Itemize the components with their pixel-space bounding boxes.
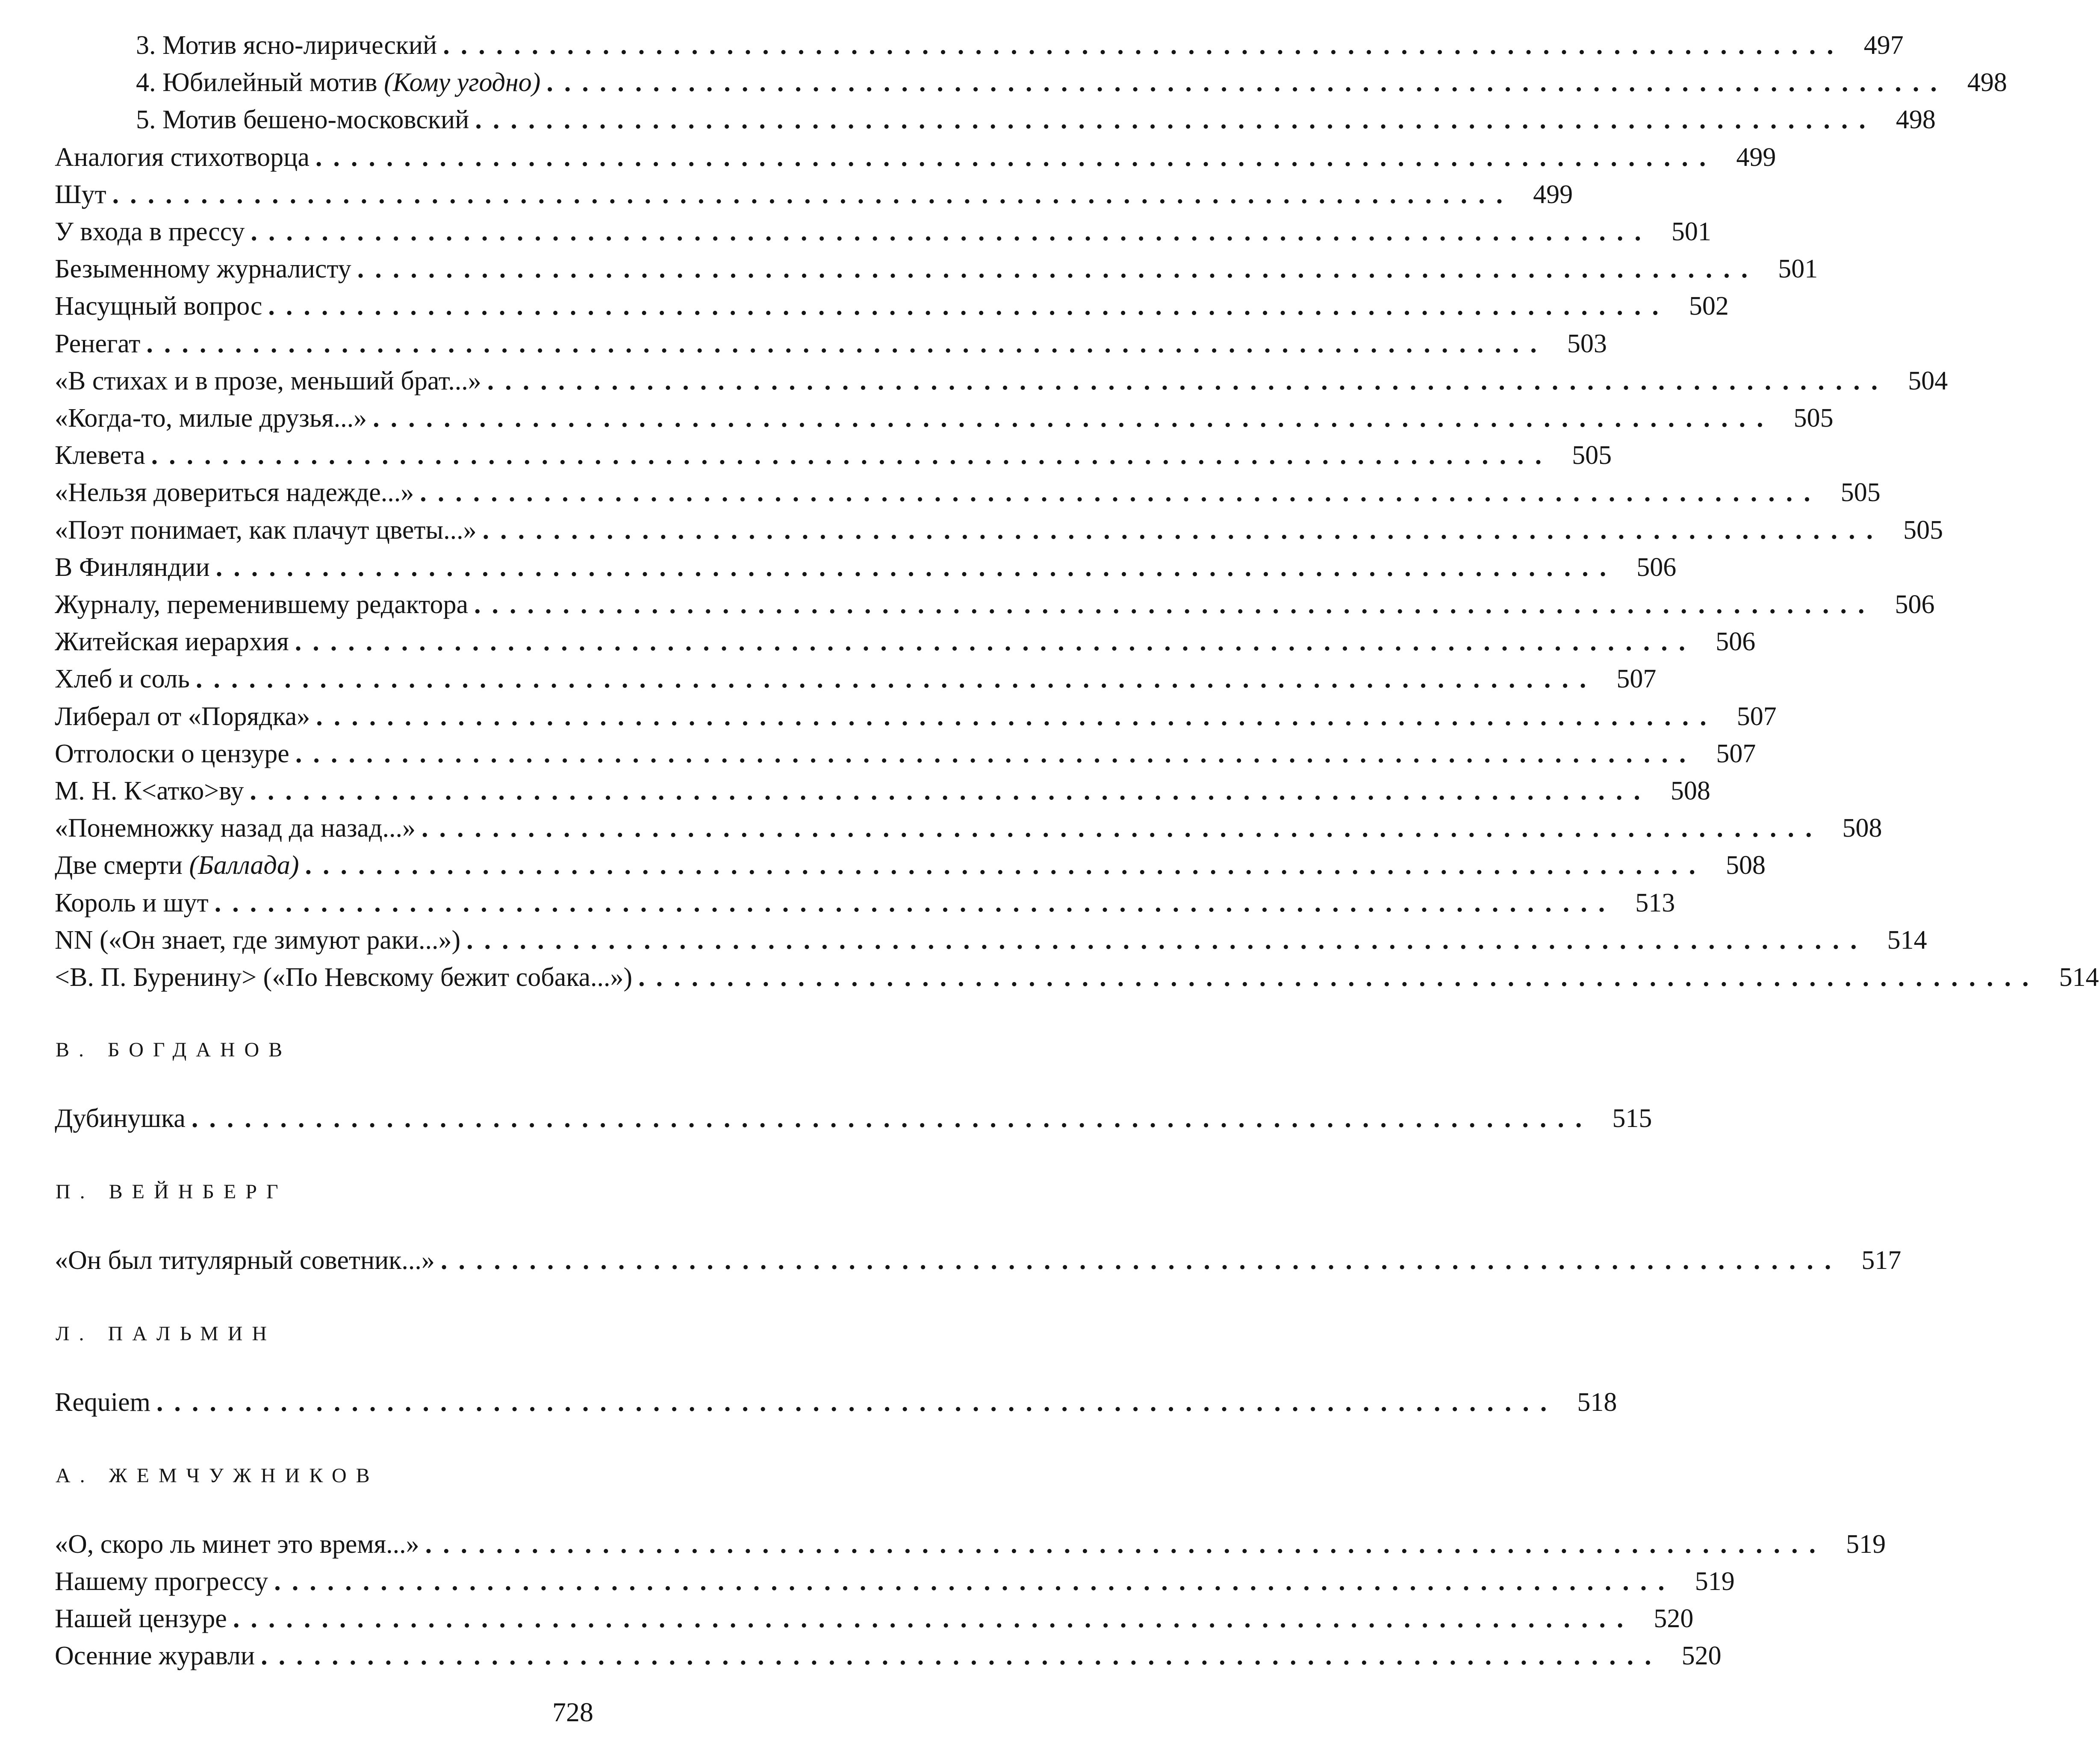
toc-entry bbox=[55, 1600, 1694, 1637]
toc-entry-title bbox=[55, 213, 245, 251]
toc-entry-page: 519 bbox=[1846, 1530, 1886, 1559]
toc-entry-page: 503 bbox=[1567, 329, 1607, 358]
toc-entry bbox=[55, 735, 1756, 773]
toc-entry bbox=[55, 959, 2099, 996]
toc-entry-title bbox=[55, 437, 145, 474]
toc-entry-title bbox=[55, 772, 244, 810]
toc-entry-title bbox=[55, 884, 209, 922]
toc-entry bbox=[55, 549, 1677, 586]
dot-leader: ............................................................................... bbox=[425, 1530, 1827, 1559]
toc-entry bbox=[55, 809, 1882, 847]
toc-entry-page: 507 bbox=[1736, 702, 1777, 731]
toc-entry-title bbox=[136, 27, 437, 64]
dot-leader: ............................................................................... bbox=[420, 478, 1822, 507]
toc-entry-title bbox=[55, 847, 299, 884]
toc-entry-page: 497 bbox=[1863, 31, 1904, 60]
dot-leader: ............................................................................... bbox=[250, 776, 1651, 805]
toc-entry-page: 507 bbox=[1616, 664, 1657, 693]
toc-entry bbox=[55, 1242, 1901, 1279]
toc-entry-page: 515 bbox=[1612, 1104, 1652, 1133]
toc-entry-title bbox=[55, 809, 416, 847]
dot-leader: ............................................................................... bbox=[466, 926, 1868, 955]
dot-leader: ............................................................................... bbox=[316, 702, 1718, 731]
dot-leader: ............................................................................... bbox=[474, 590, 1876, 619]
toc-entry-page: 506 bbox=[1716, 627, 1756, 656]
toc-entry-title-text: «Понемножку назад да назад...» bbox=[55, 814, 416, 843]
dot-leader: ............................................................................... bbox=[191, 1104, 1593, 1133]
toc-entry bbox=[136, 27, 1904, 64]
toc-entry-title-text: М. Н. К<атко>ву bbox=[55, 776, 244, 805]
toc-entry-page: 519 bbox=[1695, 1567, 1735, 1596]
toc-entry-title bbox=[55, 474, 414, 511]
toc-entry-title-text: В Финляндии bbox=[55, 553, 210, 582]
toc-entry-title-text: Клевета bbox=[55, 441, 145, 470]
toc-entry-title bbox=[55, 176, 106, 213]
toc-entry-title bbox=[55, 250, 351, 288]
toc-entry-page: 518 bbox=[1577, 1388, 1617, 1417]
dot-leader: ............................................................................... bbox=[146, 329, 1548, 358]
toc-entry-title-text: «Когда-то, милые друзья...» bbox=[55, 404, 367, 433]
toc-entry-title bbox=[55, 959, 632, 996]
toc-entry-title-text: «Нельзя довериться надежде...» bbox=[55, 478, 414, 507]
author-heading: Л. ПАЛЬМИН bbox=[56, 1322, 277, 1345]
toc-entry-title-italic: (Баллада) bbox=[189, 851, 299, 880]
toc-entry-page: 508 bbox=[1726, 851, 1766, 880]
toc-entry-page: 517 bbox=[1861, 1246, 1901, 1275]
toc-entry-title bbox=[55, 511, 477, 549]
toc-entry bbox=[55, 1383, 1617, 1421]
toc-entry bbox=[55, 1637, 1722, 1675]
toc-entry-page: 499 bbox=[1533, 180, 1573, 209]
toc-entry-page: 505 bbox=[1903, 516, 1943, 545]
toc-entry bbox=[55, 698, 1777, 735]
dot-leader: ............................................................................... bbox=[261, 1641, 1663, 1670]
dot-leader: ............................................................................... bbox=[443, 31, 1845, 60]
dot-leader: ............................................................................... bbox=[373, 404, 1775, 433]
dot-leader: ............................................................................... bbox=[156, 1388, 1558, 1417]
toc-entry-title bbox=[55, 1637, 255, 1675]
toc-entry-title bbox=[55, 325, 140, 363]
toc-entry bbox=[55, 250, 1818, 288]
dot-leader: ............................................................................... bbox=[422, 814, 1823, 843]
toc-entry bbox=[55, 474, 1881, 511]
toc-entry-page: 507 bbox=[1716, 739, 1756, 768]
toc-entry-title-text: «В стихах и в прозе, меньший брат...» bbox=[55, 366, 481, 395]
toc-entry-title-text: Нашему прогрессу bbox=[55, 1567, 268, 1596]
toc-entry-page: 505 bbox=[1840, 478, 1881, 507]
toc-entry-title-text: Король и шут bbox=[55, 888, 209, 917]
toc-entry-page: 513 bbox=[1635, 888, 1675, 917]
toc-entry-title bbox=[55, 623, 289, 661]
dot-leader: ............................................................................... bbox=[251, 217, 1652, 246]
page-number: 728 bbox=[552, 1697, 593, 1727]
toc-entry-title-text: Журналу, переменившему редактора bbox=[55, 590, 468, 619]
dot-leader: ............................................................................... bbox=[305, 851, 1707, 880]
dot-leader: ............................................................................... bbox=[357, 254, 1759, 283]
toc-entry-page: 498 bbox=[1967, 68, 2007, 97]
toc-entry-title-text: Отголоски о цензуре bbox=[55, 739, 289, 768]
toc-entry-title bbox=[136, 64, 540, 101]
toc-entry-title-text: У входа в прессу bbox=[55, 217, 245, 246]
toc-entry-title bbox=[55, 362, 481, 400]
toc-entry-title-text: Либерал от «Порядка» bbox=[55, 702, 310, 731]
toc-entry-title bbox=[55, 1100, 186, 1137]
dot-leader: ............................................................................... bbox=[295, 627, 1697, 656]
toc-entry-title-text: 5. Мотив бешено-московский bbox=[136, 105, 469, 134]
toc-entry bbox=[55, 660, 1657, 698]
toc-entry bbox=[55, 287, 1729, 325]
dot-leader: ............................................................................... bbox=[151, 441, 1553, 470]
toc-entry-page: 508 bbox=[1842, 814, 1882, 843]
author-heading: П. ВЕЙНБЕРГ bbox=[56, 1180, 288, 1203]
toc-entry-page: 504 bbox=[1908, 366, 1948, 395]
dot-leader: ............................................................................... bbox=[482, 516, 1884, 545]
toc-entry-title-text: «Поэт понимает, как плачут цветы...» bbox=[55, 516, 477, 545]
toc-entry-title-text: <В. П. Буренину> («По Невскому бежит собака...») bbox=[55, 963, 633, 992]
toc-entry-title-text: Житейская иерархия bbox=[55, 627, 289, 656]
toc-entry-page: 502 bbox=[1689, 292, 1729, 321]
dot-leader: ............................................................................... bbox=[195, 664, 1598, 693]
toc-entry-title bbox=[55, 1525, 419, 1563]
toc-entry bbox=[55, 847, 1766, 884]
toc-entry-title bbox=[55, 698, 310, 735]
toc-entry-title-text: NN («Он знает, где зимуют раки...») bbox=[55, 926, 461, 955]
toc-entry-title bbox=[136, 101, 469, 139]
toc-entry bbox=[55, 399, 1834, 437]
dot-leader: ............................................................................... bbox=[274, 1567, 1676, 1596]
toc-entry bbox=[55, 884, 1675, 922]
toc-entry-title bbox=[55, 735, 289, 773]
toc-entry-title bbox=[55, 921, 460, 959]
toc-entry bbox=[55, 1525, 1886, 1563]
toc-entry-title-text: «О, скоро ль минет это время...» bbox=[55, 1530, 419, 1559]
toc-entry-page: 498 bbox=[1896, 105, 1936, 134]
toc-entry-title bbox=[55, 1383, 150, 1421]
dot-leader: ............................................................................... bbox=[475, 105, 1877, 134]
toc-entry-page: 514 bbox=[2059, 963, 2099, 992]
toc-entry bbox=[55, 437, 1612, 474]
toc-entry-title-italic: (Кому угодно) bbox=[384, 68, 541, 97]
dot-leader: ............................................................................... bbox=[487, 366, 1889, 395]
toc-entry-page: 499 bbox=[1736, 143, 1776, 172]
toc-entry-title-text: 4. Юбилейный мотив bbox=[136, 68, 384, 97]
author-heading: В. БОГДАНОВ bbox=[56, 1038, 292, 1061]
dot-leader: ............................................................................... bbox=[638, 963, 2040, 992]
toc-entry-page: 514 bbox=[1887, 926, 1927, 955]
toc-entry-page: 501 bbox=[1671, 217, 1711, 246]
toc-entry-page: 506 bbox=[1895, 590, 1935, 619]
toc-entry-page: 506 bbox=[1636, 553, 1677, 582]
toc-entry-title-text: Нашей цензуре bbox=[55, 1604, 227, 1633]
toc-entry bbox=[55, 511, 1943, 549]
toc-entry-title-text: Шут bbox=[55, 180, 106, 209]
toc-entry-title-text: Насущный вопрос bbox=[55, 292, 262, 321]
toc-entry bbox=[55, 362, 1948, 400]
toc-entry bbox=[55, 139, 1776, 176]
dot-leader: ............................................................................... bbox=[214, 888, 1616, 917]
dot-leader: ............................................................................... bbox=[546, 68, 1948, 97]
toc-entry-title bbox=[55, 549, 210, 586]
dot-leader: ............................................................................... bbox=[440, 1246, 1843, 1275]
toc-entry bbox=[55, 1563, 1735, 1600]
dot-leader: ............................................................................... bbox=[233, 1604, 1635, 1633]
toc-entry-page: 508 bbox=[1670, 776, 1710, 805]
toc-entry bbox=[55, 586, 1935, 623]
toc-entry-title-text: Ренегат bbox=[55, 329, 141, 358]
toc-entry bbox=[55, 623, 1756, 661]
toc-entry-title bbox=[55, 139, 310, 176]
toc-entry-title bbox=[55, 1242, 435, 1279]
toc-entry bbox=[55, 772, 1710, 810]
toc-entry-title-text: Requiem bbox=[55, 1388, 150, 1417]
toc-entry-page: 520 bbox=[1681, 1641, 1722, 1670]
dot-leader: ............................................................................... bbox=[295, 739, 1697, 768]
dot-leader: ............................................................................... bbox=[268, 292, 1670, 321]
toc-entry-page: 501 bbox=[1778, 254, 1818, 283]
toc-entry bbox=[55, 176, 1573, 213]
toc-entry-title-text: «Он был титулярный советник...» bbox=[55, 1246, 435, 1275]
toc-entry bbox=[55, 213, 1711, 251]
toc-entry-title-text: Осенние журавли bbox=[55, 1641, 255, 1670]
toc-entry-title bbox=[55, 586, 468, 623]
toc-entry-title-text: Две смерти bbox=[55, 851, 189, 880]
toc-entry bbox=[136, 64, 2007, 101]
toc-entry-title-text: Безыменному журналисту bbox=[55, 254, 351, 283]
toc-entry-title bbox=[55, 1563, 268, 1600]
toc-entry bbox=[55, 1100, 1652, 1137]
toc-entry-page: 520 bbox=[1654, 1604, 1694, 1633]
toc-entry-title-text: Аналогия стихотворца bbox=[55, 143, 310, 172]
toc-entry bbox=[55, 921, 1927, 959]
dot-leader: ............................................................................... bbox=[215, 553, 1618, 582]
toc-entry-page: 505 bbox=[1572, 441, 1612, 470]
toc-entry-title bbox=[55, 399, 367, 437]
toc-entry-title-text: 3. Мотив ясно-лирический bbox=[136, 31, 437, 60]
toc-entry-title bbox=[55, 660, 190, 698]
toc-entry-title-text: Дубинушка bbox=[55, 1104, 186, 1133]
author-heading: А. ЖЕМЧУЖНИКОВ bbox=[56, 1464, 379, 1487]
dot-leader: ............................................................................... bbox=[315, 143, 1717, 172]
toc-entry-page: 505 bbox=[1793, 404, 1834, 433]
toc-entry-title-text: Хлеб и соль bbox=[55, 664, 190, 693]
dot-leader: ............................................................................... bbox=[112, 180, 1514, 209]
toc-entry bbox=[55, 325, 1607, 363]
toc-entry bbox=[136, 101, 1936, 139]
toc-entry-title bbox=[55, 1600, 227, 1637]
toc-entry-title bbox=[55, 287, 262, 325]
